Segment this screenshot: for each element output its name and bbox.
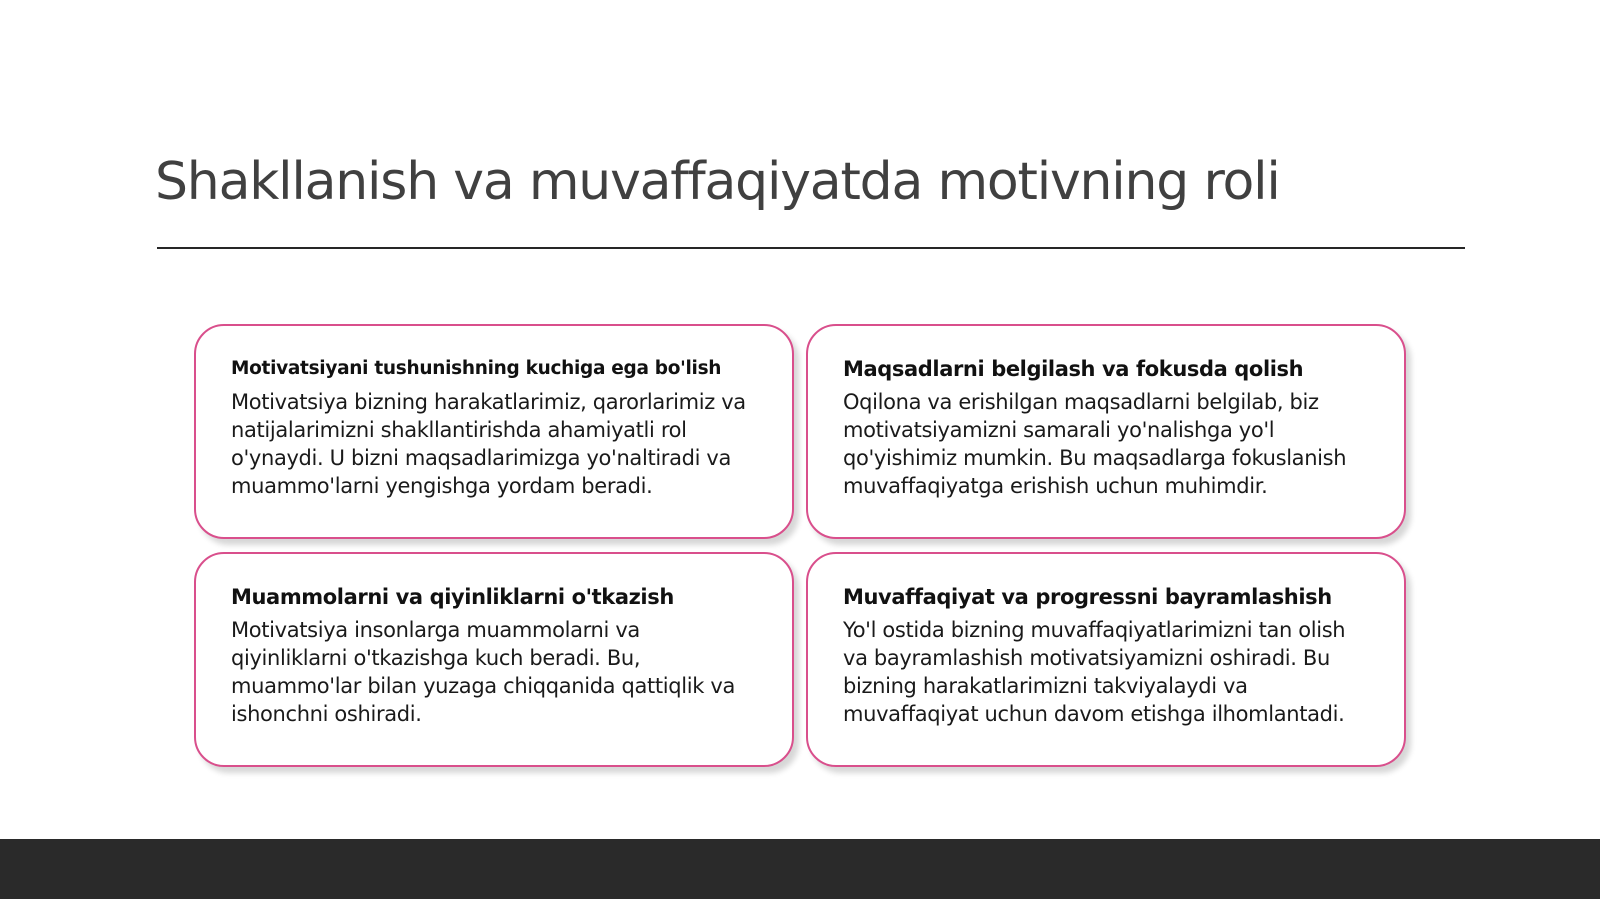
- card-celebrating-success: [806, 552, 1406, 767]
- card-text: Yo'l ostida bizning muvaffaqiyatlarimizni tan olish va bayramlashish motivatsiyamizni oshiradi. Bu bizning harakatlarimizni takviyalaydi va muvaffaqiyat uchun davom etishga ilhomlantadi.: [843, 618, 1346, 726]
- card-heading: Muammolarni va qiyinliklarni o'tkazish: [231, 585, 674, 609]
- slide-title: Shakllanish va muvaffaqiyatda motivning roli: [155, 152, 1280, 212]
- card-heading: Motivatsiyani tushunishning kuchiga ega bo'lish: [231, 358, 722, 379]
- card-text: Motivatsiya bizning harakatlarimiz, qarorlarimiz va natijalarimizni shakllantirishda ahamiyatli rol o'ynaydi. U bizni maqsadlarimizga yo'naltiradi va muammo'larni yengishga yordam beradi.: [231, 390, 746, 498]
- card-text: Motivatsiya insonlarga muammolarni va qiyinliklarni o'tkazishga kuch beradi. Bu, muammo'lar bilan yuzaga chiqqanida qattiqlik va ishonchni oshiradi.: [231, 618, 735, 726]
- card-goal-setting: [806, 324, 1406, 539]
- card-text: Oqilona va erishilgan maqsadlarni belgilab, biz motivatsiyamizni samarali yo'nalishga yo'l qo'yishimiz mumkin. Bu maqsadlarga fokuslanish muvaffaqiyatga erishish uchun muhimdir.: [843, 390, 1347, 498]
- footer-bar: [0, 839, 1600, 899]
- title-divider: [157, 247, 1465, 249]
- card-overcoming-challenges: [194, 552, 794, 767]
- card-heading: Maqsadlarni belgilash va fokusda qolish: [843, 357, 1304, 381]
- card-heading: Muvaffaqiyat va progressni bayramlashish: [843, 585, 1332, 609]
- card-motivation-understanding: [194, 324, 794, 539]
